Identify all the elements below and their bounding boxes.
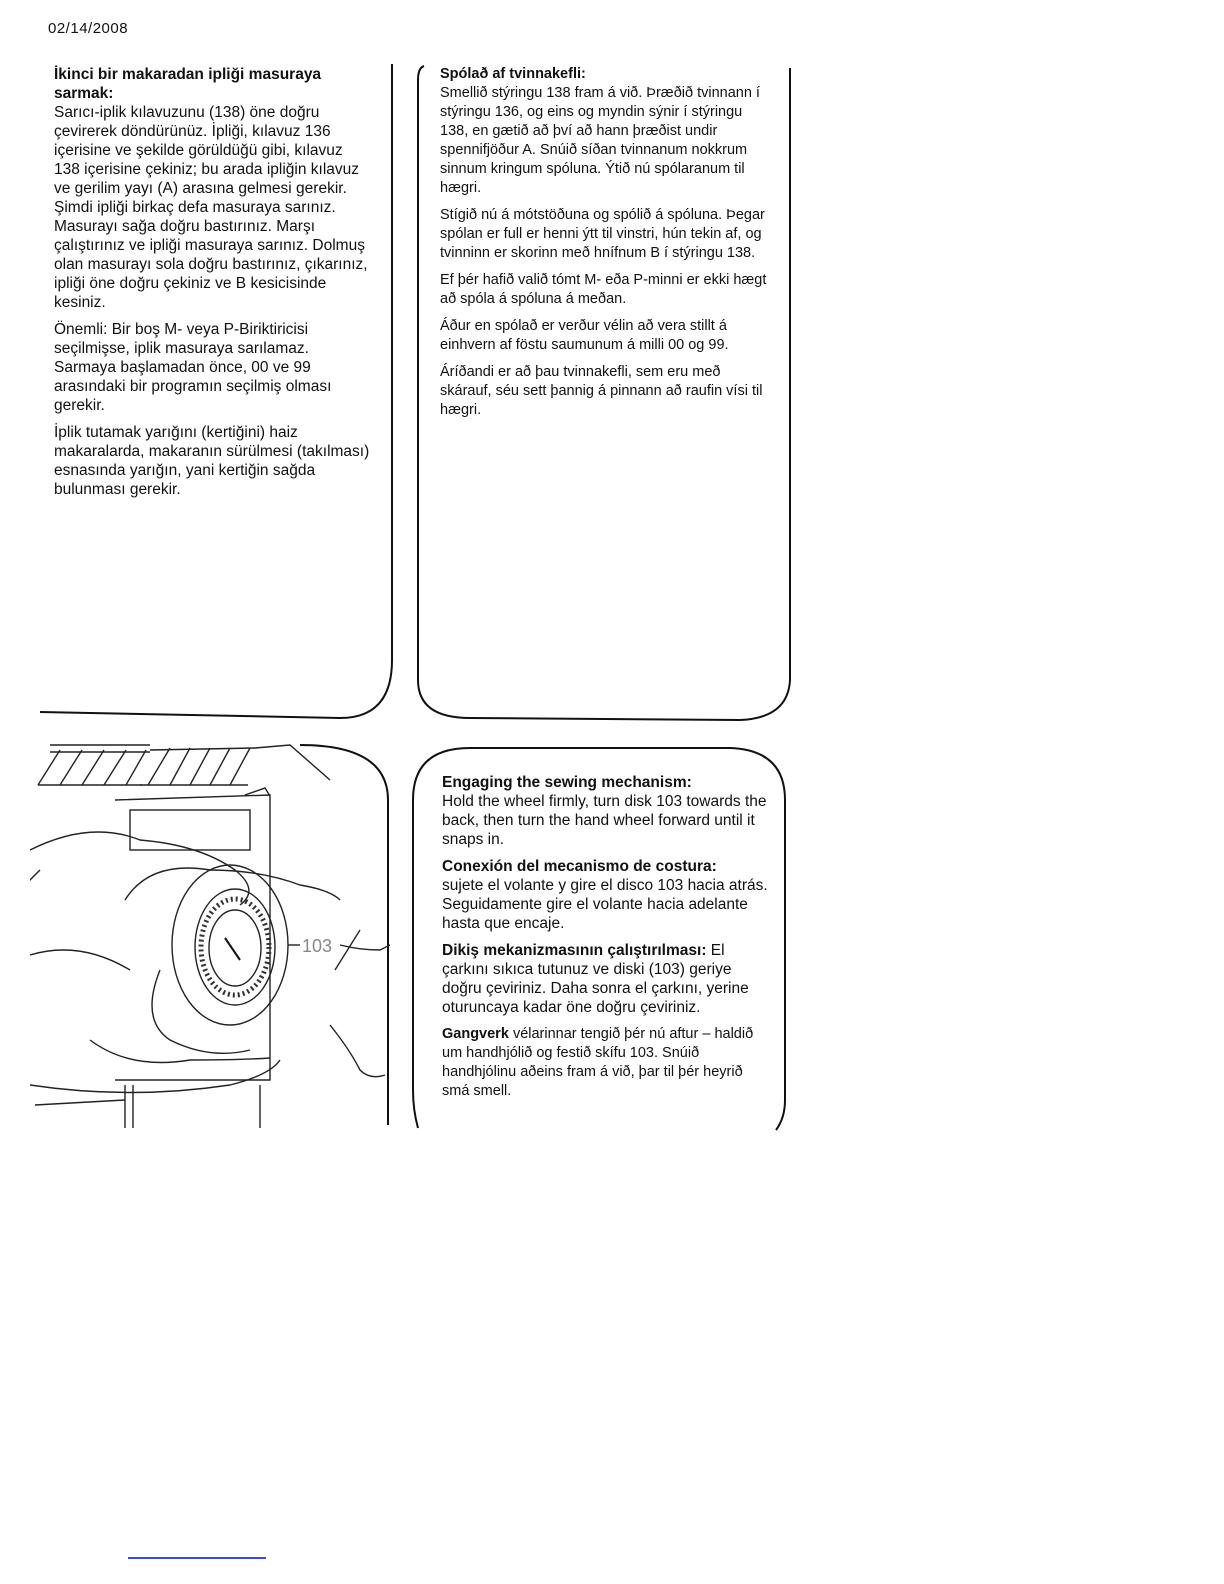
footer-rule <box>128 1557 266 1559</box>
engaging-is-text: vélarinnar tengið þér nú aftur – haldið um handhjólið og festið skífu 103. Snúið handhjólinu aðeins fram á við, þar til þér heyrið smá smell. <box>442 1026 754 1099</box>
turkish-bobbin-p2: Önemli: Bir boş M- veya P-Biriktiricisi seçilmişse, iplik masuraya sarılamaz. Sarmaya başlamadan önce, 00 ve 99 arasındaki bir programın seçilmiş olması gerekir. <box>54 321 332 414</box>
engaging-is-heading: Gangverk <box>442 1026 509 1042</box>
engaging-tr-heading: Dikiş mekanizmasının çalıştırılması: <box>442 942 707 959</box>
turkish-bobbin-heading: İkinci bir makaradan ipliği masuraya sarmak: <box>54 66 322 102</box>
icelandic-bobbin-heading: Spólað af tvinnakefli: <box>440 66 586 82</box>
icelandic-bobbin-p5: Áríðandi er að þau tvinnakefli, sem eru með skárauf, séu sett þannig á pinnann að raufin vísi til hægri. <box>440 364 763 418</box>
turkish-bobbin-section <box>54 65 372 507</box>
engaging-en-text: Hold the wheel firmly, turn disk 103 towards the back, then turn the hand wheel forward until it snaps in. <box>442 793 767 848</box>
engaging-section <box>442 773 772 1109</box>
turkish-bobbin-p3: İplik tutamak yarığını (kertiğini) haiz makaralarda, makaranın sürülmesi (takılması) esnasında yarığın, yani kertiğin sağda bulunması gerekir. <box>54 424 370 498</box>
icelandic-bobbin-p3: Ef þér hafið valið tómt M- eða P-minni er ekki hægt að spóla á spóluna á meðan. <box>440 272 767 307</box>
disk-label-103: 103 <box>302 936 333 956</box>
engaging-es-heading: Conexión del mecanismo de costura: <box>442 858 717 875</box>
engaging-tr-text: El çarkını sıkıca tutunuz ve diski (103) geriye doğru çeviriniz. Daha sonra el çarkını, yerine oturuncaya kadar öne doğru çeviriniz. <box>442 942 749 1016</box>
page-date: 02/14/2008 <box>48 20 129 37</box>
disk-illustration <box>30 740 390 1130</box>
icelandic-bobbin-section <box>440 65 770 428</box>
icelandic-bobbin-p2: Stígið nú á mótstöðuna og spólið á spóluna. Þegar spólan er full er henni ýtt til vinstri, hún tekin af, og tvinninn er skorinn með hnífnum B í stýringu 138. <box>440 207 765 261</box>
turkish-bobbin-p1: Sarıcı-iplik kılavuzunu (138) öne doğru çevirerek döndürünüz. İpliği, kılavuz 136 içerisine ve şekilde görüldüğü gibi, kılavuz 138 içerisine çekiniz; bu arada ipliğin kılavuz ve gerilim yayı (A) arasına gelmesi gerekir. Şimdi ipliği birkaç defa masuraya sarınız. Masurayı sağa doğru bastırınız. Marşı çalıştırınız ve ipliği masuraya sarınız. Dolmuş olan masurayı sola doğru bastırınız, çıkarınız, ipliği öne doğru çekiniz ve B kesicisinde kesiniz. <box>54 104 368 311</box>
engaging-en-heading: Engaging the sewing mechanism: <box>442 774 692 791</box>
engaging-es-text: sujete el volante y gire el disco 103 hacia atrás. Seguidamente gire el volante hacia adelante hasta que encaje. <box>442 877 768 932</box>
icelandic-bobbin-p1: Smellið stýringu 138 fram á við. Þræðið tvinnann í stýringu 136, og eins og myndin sýnir í stýringu 138, en gætið að því að hann þræðist undir spennifjöður A. Snúið síðan tvinnanum nokkrum sinnum kringum spóluna. Ýtið nú spólaranum til hægri. <box>440 85 760 196</box>
icelandic-bobbin-p4: Áður en spólað er verður vélin að vera stillt á einhvern af föstu saumunum á milli 00 og 99. <box>440 318 729 353</box>
